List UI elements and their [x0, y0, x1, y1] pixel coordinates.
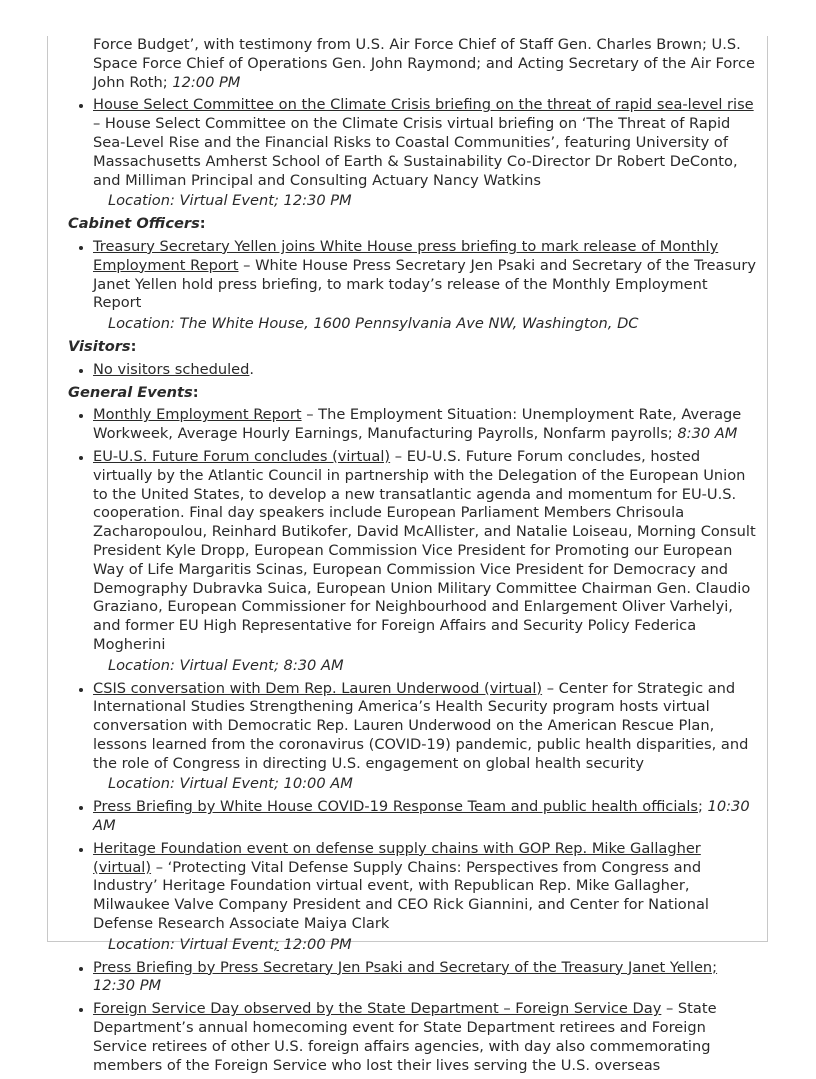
section-heading-visitors: Visitors: — [68, 337, 137, 355]
item-text: – White House Press Secretary Jen Psaki and Secretary of the Treasury Janet Yellen hold press briefing, to mark today’s release of the Monthly Employment Report — [93, 256, 756, 312]
list-item — [93, 238, 758, 334]
item-location: Location: Virtual Event; 8:30 AM — [108, 656, 344, 674]
list-item: • CSIS conversation with Dem Rep. Lauren Underwood (virtual) – Center for Strategic and International Studies Strengthening America’s Health Security program hosts virtual conversation with Democratic Rep. Lauren Underwood on the American Rescue Plan, lessons learned from the coronavirus (COVID-19) pandemic, public health disparities, and the role of Congress in directing U.S. engagement on global health security Location: Virtual Event; 10:00 AM — [93, 680, 758, 795]
yellen-briefing-link[interactable]: Treasury Secretary Yellen joins White House press briefing to mark release of Monthly Employment Report — [93, 237, 719, 274]
visitors-list — [68, 361, 758, 380]
list-item — [93, 36, 758, 92]
list-item: • Press Briefing by White House COVID-19 Response Team and public health officials; 10:30 AM — [93, 798, 758, 836]
item-text: Force Budget’, with testimony from U.S. Air Force Chief of Staff Gen. Charles Brown; U.S. Space Force Chief of Operations Gen. John Raymond; and Acting Secretary of the Air Force John Roth; — [93, 36, 755, 91]
item-text: – House Select Committee on the Climate Crisis virtual briefing on ‘The Threat of Rapid Sea-Level Rise and the Financial Risks to Coastal Communities’, featuring University of Massachusetts Amherst School of Earth & Sustainability Co-Director Dr Robert DeConto, and Milliman Principal and Consulting Actuary Nancy Watkins — [93, 115, 738, 189]
list-item: • No visitors scheduled. — [93, 361, 758, 380]
committee-list — [68, 36, 758, 211]
list-item: • EU-U.S. Future Forum concludes (virtual) – EU-U.S. Future Forum concludes, hosted virtually by the Atlantic Council in partnership with the Delegation of the European Union to the United States, to develop a new transatlantic agenda and momentum for EU-U.S. cooperation. Final day speakers include European Parliament Members Chrisoula Zacharopoulou, Reinhard Butikofer, David McAllister, and Natalie Loiseau, Morning Consult President Kyle Dropp, European Commission Vice President for Promoting our European Way of Life Margaritis Scinas, European Commission Vice President for Democracy and Demography Dubravka Suica, European Union Military Committee Chairman Gen. Claudio Graziano, European Commissioner for Neighbourhood and Enlargement Oliver Varhelyi, and former EU High Representative for Foreign Affairs and Security Policy Federica Mogherini Location: Virtual Event; 8:30 AM — [93, 448, 758, 676]
item-location: Location: Virtual Event; 12:00 PM — [108, 935, 352, 953]
item-location: Location: The White House, 1600 Pennsylvania Ave NW, Washington, DC — [108, 315, 639, 333]
eu-forum-link[interactable]: EU-U.S. Future Forum concludes (virtual) — [93, 447, 391, 465]
foreign-service-link[interactable]: Foreign Service Day observed by the State Department – Foreign Service Day — [93, 1000, 662, 1018]
climate-briefing-link[interactable]: House Select Committee on the Climate Crisis briefing on the threat of rapid sea-level rise — [93, 96, 754, 114]
list-item: • Heritage Foundation event on defense supply chains with GOP Rep. Mike Gallagher (virtual) – ‘Protecting Vital Defense Supply Chains: Perspectives from Congress and Industry’ Heritage Foundation virtual event, with Republican Rep. Mike Gallagher, Milwaukee Valve Company President and CEO Rick Giannini, and Center for National Defense Research Associate Maiya Clark Location: Virtual Event; 12:00 PM — [93, 840, 758, 955]
csis-link[interactable]: CSIS conversation with Dem Rep. Lauren Underwood (virtual) — [93, 679, 543, 697]
no-visitors-link[interactable]: No visitors scheduled — [93, 360, 250, 378]
item-location: Location: Virtual Event; 12:30 PM — [108, 192, 352, 210]
schedule-content — [68, 36, 758, 1079]
covid-briefing-link[interactable]: Press Briefing by White House COVID-19 Response Team and public health officials — [93, 798, 698, 816]
general-events-list — [68, 406, 758, 1075]
list-item: • Foreign Service Day observed by the State Department – Foreign Service Day – State Department’s annual homecoming event for State Department retirees and Foreign Service retirees of other U.S. foreign affairs agencies, with day also commemorating members of the Foreign Service who lost their lives serving the U.S. overseas — [93, 1000, 758, 1075]
psaki-briefing-link[interactable]: Press Briefing by Press Secretary Jen Psaki and Secretary of the Treasury Janet Yellen; — [93, 958, 718, 976]
item-time: 12:00 PM — [172, 73, 241, 91]
list-item: • Monthly Employment Report – The Employment Situation: Unemployment Rate, Average Workweek, Average Hourly Earnings, Manufacturing Payrolls, Nonfarm payrolls; 8:30 AM — [93, 406, 758, 444]
item-location: Location: Virtual Event; 10:00 AM — [108, 775, 353, 793]
list-item — [93, 96, 758, 211]
section-heading-general: General Events: — [68, 383, 199, 401]
section-heading-cabinet: Cabinet Officers: — [68, 215, 206, 233]
list-item: • Press Briefing by Press Secretary Jen Psaki and Secretary of the Treasury Janet Yellen; 12:30 PM — [93, 959, 758, 997]
heritage-link[interactable]: Heritage Foundation event on defense supply chains with GOP Rep. Mike Gallagher (virtual) — [93, 839, 701, 876]
cabinet-list — [68, 238, 758, 334]
employment-report-link[interactable]: Monthly Employment Report — [93, 406, 302, 424]
